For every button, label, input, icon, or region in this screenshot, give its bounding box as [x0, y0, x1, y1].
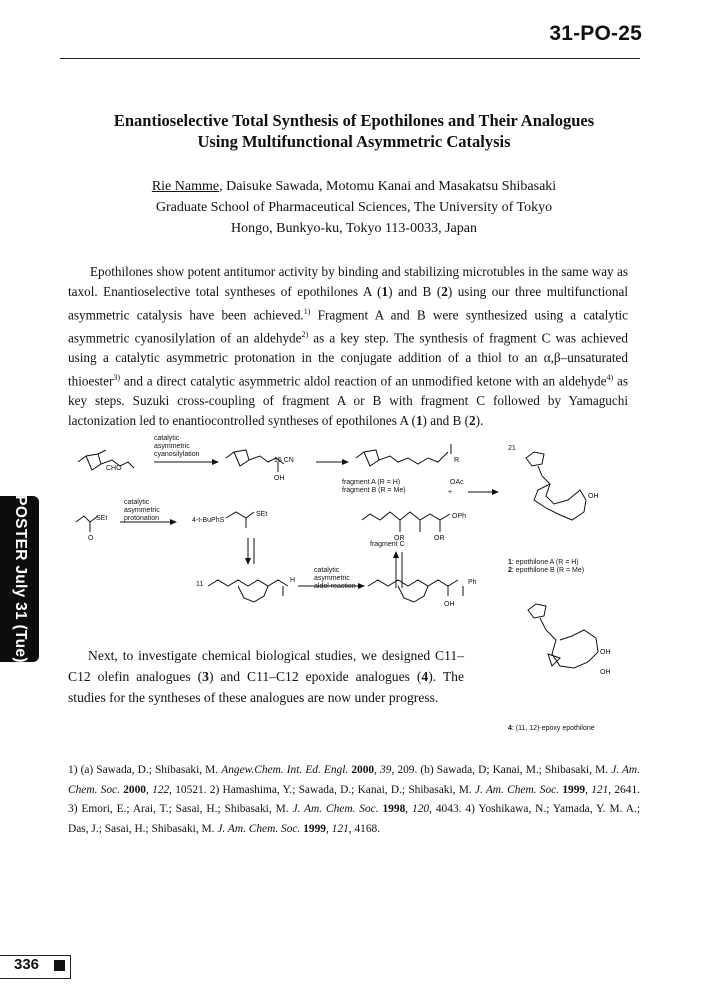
- author-line: [60, 176, 648, 197]
- poster-code: 31-PO-25: [549, 22, 642, 45]
- epothilone-a-text: : epothilone A (R = H): [511, 559, 579, 566]
- page-marker-square: [54, 960, 65, 971]
- r-label: R: [454, 457, 460, 464]
- coauthors: , Daisuke Sawada, Motomu Kanai and Masakatsu Shibasaki: [219, 179, 557, 194]
- acetonide-ring: [238, 586, 268, 602]
- macrolactone-ring: [534, 466, 586, 520]
- step3-line3: aldol reaction: [314, 583, 356, 590]
- step2-line1: catalytic: [124, 499, 150, 506]
- compound-number: 2: [469, 412, 476, 428]
- page-number: 336: [14, 956, 40, 973]
- analogue-paragraph: [68, 645, 464, 708]
- ref-volume: , 39: [374, 764, 392, 776]
- analogue-text-a: Next, to investigate chemical biological studies, we designed C11–C12 olefin analogues (: [68, 648, 464, 684]
- epothilone-b-text: : epothilone B (R = Me): [511, 567, 585, 574]
- epothilone-a-label: [508, 559, 579, 566]
- abstract-text: ).: [475, 412, 484, 428]
- protonation-product: [226, 512, 254, 528]
- abstract-text: Fragment A and B were synthesized using a catalytic asymmetric cyanosilylation of an aldehyde: [68, 306, 629, 346]
- journal-name: J. Am. Chem. Soc.: [68, 764, 640, 796]
- step1-line3: cyanosilylation: [154, 451, 200, 458]
- ref-year: 1998: [378, 803, 406, 815]
- compound-number-1: 1: [508, 559, 512, 566]
- thiazole-ring-3: [356, 450, 379, 466]
- references: [68, 761, 640, 839]
- fragment-b-label: fragment B (R = Me): [342, 487, 406, 494]
- citation-mark: 4): [606, 372, 614, 382]
- step1-line2: asymmetric: [154, 443, 190, 450]
- citation-mark: 1): [303, 306, 311, 316]
- ref-text: , 209. (b) Sawada, D; Kanai, M.; Shibasaki, M.: [391, 764, 612, 776]
- oph-label: OPh: [452, 513, 467, 520]
- fragment-c-label: fragment C: [370, 541, 405, 548]
- ref-text: , 10521. 2) Hamashima, Y.; Sawada, D.; Kanai, D.; Shibasaki, M.: [169, 783, 475, 796]
- thiazole-ring-5: [528, 604, 546, 618]
- poster-day-tab: [0, 496, 39, 662]
- fragment-a-label: fragment A (R = H): [342, 479, 401, 486]
- abstract-text: ) and B (: [388, 283, 442, 299]
- thiazole-ring-4: [526, 452, 544, 466]
- abstract-paragraph: [68, 262, 628, 431]
- aldol-product-chain: [368, 580, 458, 586]
- ref-text: , 4043. 4) Yoshikawa, N.; Yamada, Y. M. A.; Das, J.; Sasai, H.; Shibasaki, M.: [68, 803, 640, 835]
- journal-name: Angew.Chem. Int. Ed. Engl.: [221, 764, 349, 776]
- citation-mark: 2): [301, 329, 309, 339]
- ref-year: 2000: [348, 764, 375, 776]
- step1-line1: catalytic: [154, 435, 180, 442]
- title-line-2: Using Multifunctional Asymmetric Catalysis: [197, 132, 511, 151]
- ref-text: , 2641. 3) Emori, E.; Arai, T.; Sasai, H.; Shibasaki, M.: [68, 783, 640, 815]
- compound-number: 1: [415, 412, 423, 428]
- step2-line3: protonation: [124, 515, 160, 522]
- ref-text: 1) (a) Sawada, D.; Shibasaki, M.: [68, 764, 222, 776]
- paper-title: [60, 110, 648, 152]
- o-label: O: [88, 535, 94, 542]
- oac-label: OAc: [450, 479, 464, 486]
- address: Hongo, Bunkyo-ku, Tokyo 113-0033, Japan: [231, 221, 477, 236]
- compound-number-3: 3: [202, 669, 209, 684]
- ref-year: 1999: [300, 822, 326, 835]
- compound-number-4-text: 4: [421, 669, 429, 684]
- ph-label: Ph: [468, 579, 477, 586]
- oh-label-3: OH: [588, 493, 599, 500]
- ref-volume: , 122: [145, 783, 170, 796]
- journal-name: J. Am. Chem. Soc.: [474, 783, 560, 796]
- acetonide-ketone-chain: [208, 580, 288, 586]
- compound-number-4: 4: [508, 725, 512, 732]
- journal-name: J. Am. Chem. Soc.: [292, 803, 379, 815]
- abstract-text: ) using our three multifunctional asymmetric catalysis have been achieved.: [68, 283, 629, 322]
- citation-mark: 3): [113, 372, 121, 382]
- acetonide-ring-2: [398, 586, 428, 602]
- c11-label: 11: [196, 581, 204, 588]
- set-label: SEt: [96, 515, 108, 522]
- compound-number-2: 2: [508, 567, 512, 574]
- ref-year: 1999: [559, 783, 586, 796]
- ref-text: , 4168.: [348, 822, 381, 835]
- thiazole-ring: [78, 454, 101, 470]
- c21-label: 21: [508, 445, 516, 452]
- step2-line2: asymmetric: [124, 507, 160, 514]
- compound-number: 1: [381, 283, 389, 299]
- epoxy-epothilone-text: : (11, 12)-epoxy epothilone: [511, 725, 595, 732]
- epoxy-macrolactone-ring: [540, 618, 598, 668]
- cho-label: CHO: [106, 465, 122, 472]
- abstract-text: as key steps. Suzuki cross-coupling of fragment A or B with fragment C followed by Yamaguchi lactonization led to enantiocontrolled syntheses of epothilones A (: [68, 373, 628, 428]
- cn-label: 15 CN: [274, 457, 294, 464]
- presenter-name: Rie Namme: [151, 179, 220, 194]
- abstract-text: and a direct catalytic asymmetric aldol reaction of an unmodified ketone with an aldehyde: [120, 373, 607, 389]
- abstract: [68, 262, 628, 431]
- step3-line2: asymmetric: [314, 575, 350, 582]
- fragment-c-chain: [362, 512, 450, 520]
- thioester-structure: [76, 516, 98, 532]
- abstract-text: Epothilones show potent antitumor activity by binding and stabilizing microtubles in the same way as taxol. Enantioselective total syntheses of epothilones A (: [68, 264, 628, 299]
- thiazole-ring-2: [226, 450, 249, 466]
- analogue-text: [68, 645, 464, 708]
- oh-label-2: OH: [444, 601, 455, 608]
- or-label-1: OR: [394, 535, 405, 542]
- plus-sign: +: [448, 489, 453, 496]
- or-label-2: OR: [434, 535, 445, 542]
- journal-name: J. Am. Chem. Soc.: [217, 822, 301, 835]
- set-label-2: SEt: [256, 511, 268, 518]
- header-rule: [60, 58, 640, 59]
- author-block: [60, 176, 648, 239]
- ref-volume: , 121: [585, 783, 609, 796]
- ref-volume: , 120: [405, 803, 430, 815]
- abstract-text: ) and B (: [422, 412, 470, 428]
- h-label: H: [290, 577, 296, 584]
- oh-label-5: OH: [600, 669, 611, 676]
- ref-year: 2000: [119, 783, 146, 796]
- compound-number: 2: [441, 283, 448, 299]
- analogue-text-b: ) and C11–C12 epoxide analogues (: [208, 669, 422, 684]
- tbups-label: 4-t-BuPhS: [192, 517, 225, 524]
- fragment-a-chain: [379, 452, 448, 464]
- abstract-text: as a key step. The synthesis of fragment C was achieved using a catalytic asymmetric protonation in the conjugate addition of a thiol to an α,β–unsaturated thioester: [68, 330, 628, 389]
- oh-label: OH: [274, 475, 285, 482]
- ref-volume: , 121: [325, 822, 349, 835]
- poster-day-label: POSTER July 31 (Tue): [11, 495, 29, 663]
- oh-label-4: OH: [600, 649, 611, 656]
- analogue-text-c: ). The studies for the syntheses of these analogues are now under progress.: [68, 669, 464, 705]
- step3-line1: catalytic: [314, 567, 340, 574]
- affiliation: Graduate School of Pharmaceutical Sciences, The University of Tokyo: [155, 200, 553, 215]
- epoxy-epothilone-label: [508, 725, 595, 732]
- epothilone-b-label: [508, 567, 584, 574]
- title-line-1: Enantioselective Total Synthesis of Epothilones and Their Analogues: [113, 111, 595, 130]
